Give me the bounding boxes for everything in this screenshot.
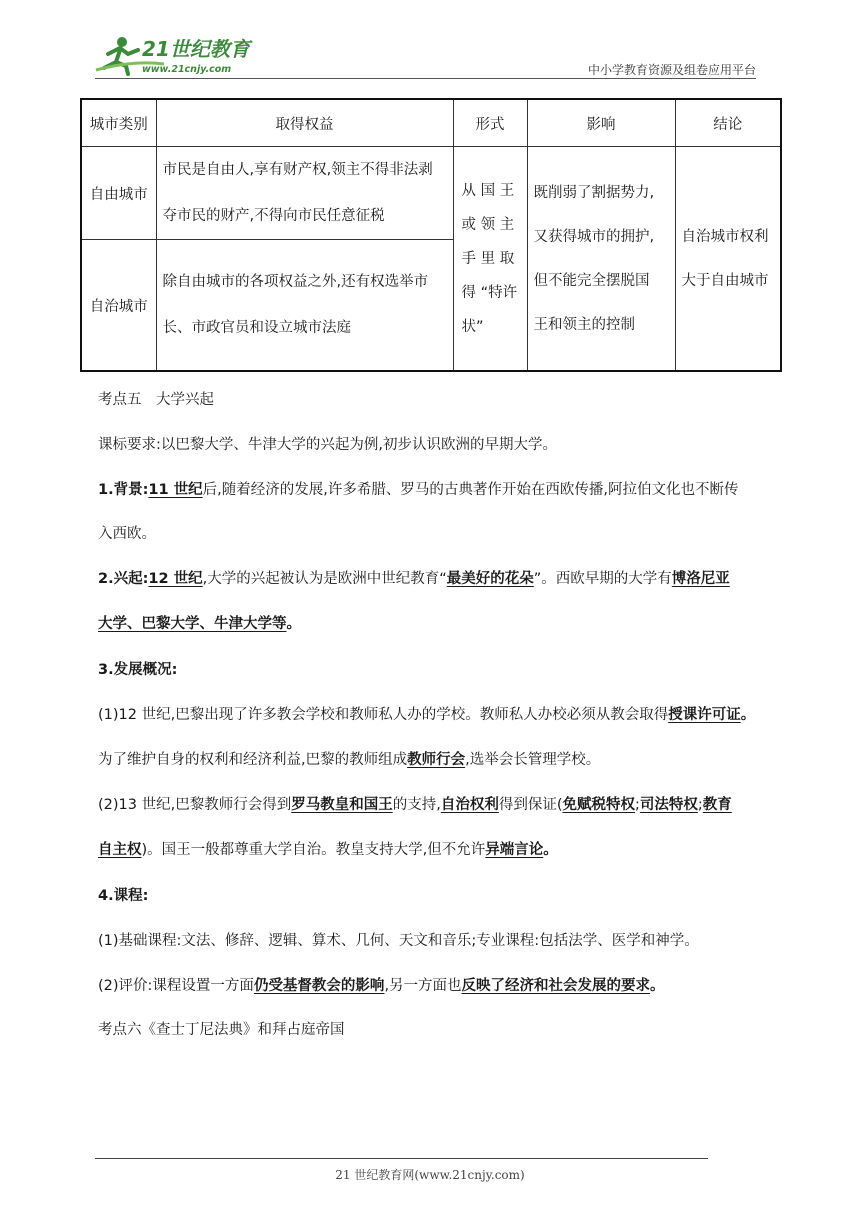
category-cell: 自治城市: [81, 240, 156, 372]
development-1-line-2: [98, 748, 600, 769]
page-header: [0, 0, 860, 80]
conclusion-cell: [675, 147, 781, 372]
rise-flower: 最美好的花朵: [446, 571, 534, 587]
education-autonomy: 自主权: [98, 842, 142, 858]
col-header-category: 城市类别: [81, 99, 156, 147]
development-2-line-1: [98, 793, 732, 814]
conclusion-line: 大于自由城市: [681, 272, 769, 289]
course-text: ,另一方面也: [384, 978, 462, 994]
effect-line: 但不能完全摆脱国: [533, 272, 650, 289]
rights-line: 市民是自由人,享有财产权,领主不得非法剥: [162, 162, 433, 178]
form-line: 得 “特许: [461, 284, 518, 301]
form-line: 从 国 王: [461, 182, 515, 199]
dev-text: 为了维护自身的权利和经济利益,巴黎的教师组成: [98, 752, 408, 768]
rights-line: 除自由城市的各项权益之外,还有权选举市: [162, 274, 429, 290]
footer-text: 21 世纪教育网(www.21cnjy.com): [335, 1168, 525, 1182]
conclusion-line: 自治城市权利: [681, 228, 769, 245]
background-line-1: [98, 478, 738, 499]
rights-cell: [156, 240, 453, 372]
effect-line: 王和领主的控制: [533, 316, 635, 333]
rights-cell: [156, 147, 453, 240]
col-header-effect: 影响: [527, 99, 675, 147]
background-time: 11 世纪: [148, 482, 203, 498]
effect-line: 既削弱了割据势力,: [533, 184, 655, 201]
col-header-form: 形式: [453, 99, 527, 147]
form-line: 或 领 主: [461, 216, 515, 233]
logo: [94, 34, 264, 76]
dev-text: (2)13 世纪,巴黎教师行会得到: [98, 797, 292, 813]
rise-line-1: [98, 567, 730, 588]
pope-and-king: 罗马教皇和国王: [291, 797, 393, 813]
education-autonomy: 教育: [702, 797, 732, 813]
rights-line: 夺市民的财产,不得向市民任意征税: [162, 208, 385, 224]
rise-line-2: [98, 612, 301, 633]
rise-text: ,大学的兴起被认为是欧洲中世纪教育“: [202, 571, 447, 587]
development-2-line-2: [98, 838, 558, 859]
autonomy-rights: 自治权利: [440, 797, 499, 813]
rise-universities: 大学、巴黎大学、牛津大学等: [98, 616, 287, 632]
rise-end: 。: [286, 616, 301, 632]
rise-time: 12 世纪: [148, 571, 203, 587]
background-line-2: 入西欧。: [98, 526, 156, 542]
development-label: 3.发展概况:: [98, 662, 178, 678]
courses-1: (1)基础课程:文法、修辞、逻辑、算术、几何、天文和音乐;专业课程:包括法学、医学和神学。: [98, 933, 699, 949]
section5-heading: 考点五 大学兴起: [98, 392, 214, 408]
courses-2: [98, 974, 665, 995]
dev-text: 得到保证(: [498, 797, 563, 813]
course-text: (2)评价:课程设置一方面: [98, 978, 254, 994]
courses-heading: [98, 884, 148, 905]
form-line: 状”: [461, 318, 484, 335]
background-text: 后,随着经济的发展,许多希腊、罗马的古典著作开始在西欧传播,阿拉伯文化也不断传: [202, 482, 739, 498]
courses-label: 4.课程:: [98, 888, 149, 904]
effect-line: 又获得城市的拥护,: [533, 228, 655, 245]
section6-heading: 考点六《查士丁尼法典》和拜占庭帝国: [98, 1022, 345, 1038]
rise-text: ”。西欧早期的大学有: [533, 571, 672, 587]
dev-text: 的支持,: [392, 797, 441, 813]
table-header-row: [81, 99, 781, 147]
dev-end: 。: [740, 707, 756, 723]
rise-label: 2.兴起:: [98, 571, 149, 587]
city-comparison-table: [80, 98, 780, 372]
teaching-license: 授课许可证: [668, 707, 741, 723]
tax-privilege: 免赋税特权: [562, 797, 635, 813]
header-divider: [95, 78, 756, 79]
logo-main-text: 21世纪教育: [142, 37, 250, 61]
rights-line: 长、市政官员和设立城市法庭: [162, 320, 351, 336]
form-line: 手 里 取: [461, 250, 515, 267]
platform-name: 中小学教育资源及组卷应用平台: [587, 63, 756, 77]
church-influence: 仍受基督教会的影响: [253, 978, 385, 994]
dev-end: 。: [543, 842, 558, 858]
rise-universities: 博洛尼亚: [671, 571, 730, 587]
curriculum-requirement: 课标要求:以巴黎大学、牛津大学的兴起为例,初步认识欧洲的早期大学。: [98, 437, 557, 453]
heresy: 异端言论: [485, 842, 544, 858]
dev-text: ,选举会长管理学校。: [465, 752, 601, 768]
table-row: [81, 147, 781, 240]
logo-sub-text: www.21cnjy.com: [142, 64, 232, 75]
dev-sep: ;: [697, 797, 703, 813]
dev-text: (1)12 世纪,巴黎出现了许多教会学校和教师私人办的学校。教师私人办校必须从教会取得: [98, 707, 669, 723]
development-heading: [98, 658, 177, 679]
teacher-guild: 教师行会: [407, 752, 466, 768]
judicial-privilege: 司法特权: [639, 797, 698, 813]
background-label: 1.背景:: [98, 482, 149, 498]
effect-cell: [527, 147, 675, 372]
dev-sep: ;: [635, 797, 640, 813]
course-end: 。: [650, 978, 665, 994]
col-header-rights: 取得权益: [156, 99, 453, 147]
dev-text: )。国王一般都尊重大学自治。教皇支持大学,但不允许: [141, 842, 486, 858]
form-cell: [453, 147, 527, 372]
economic-reflection: 反映了经济和社会发展的要求: [461, 978, 651, 994]
col-header-conclusion: 结论: [675, 99, 781, 147]
footer-divider: [95, 1158, 708, 1159]
development-1-line-1: [98, 703, 755, 724]
category-cell: 自由城市: [81, 147, 156, 240]
